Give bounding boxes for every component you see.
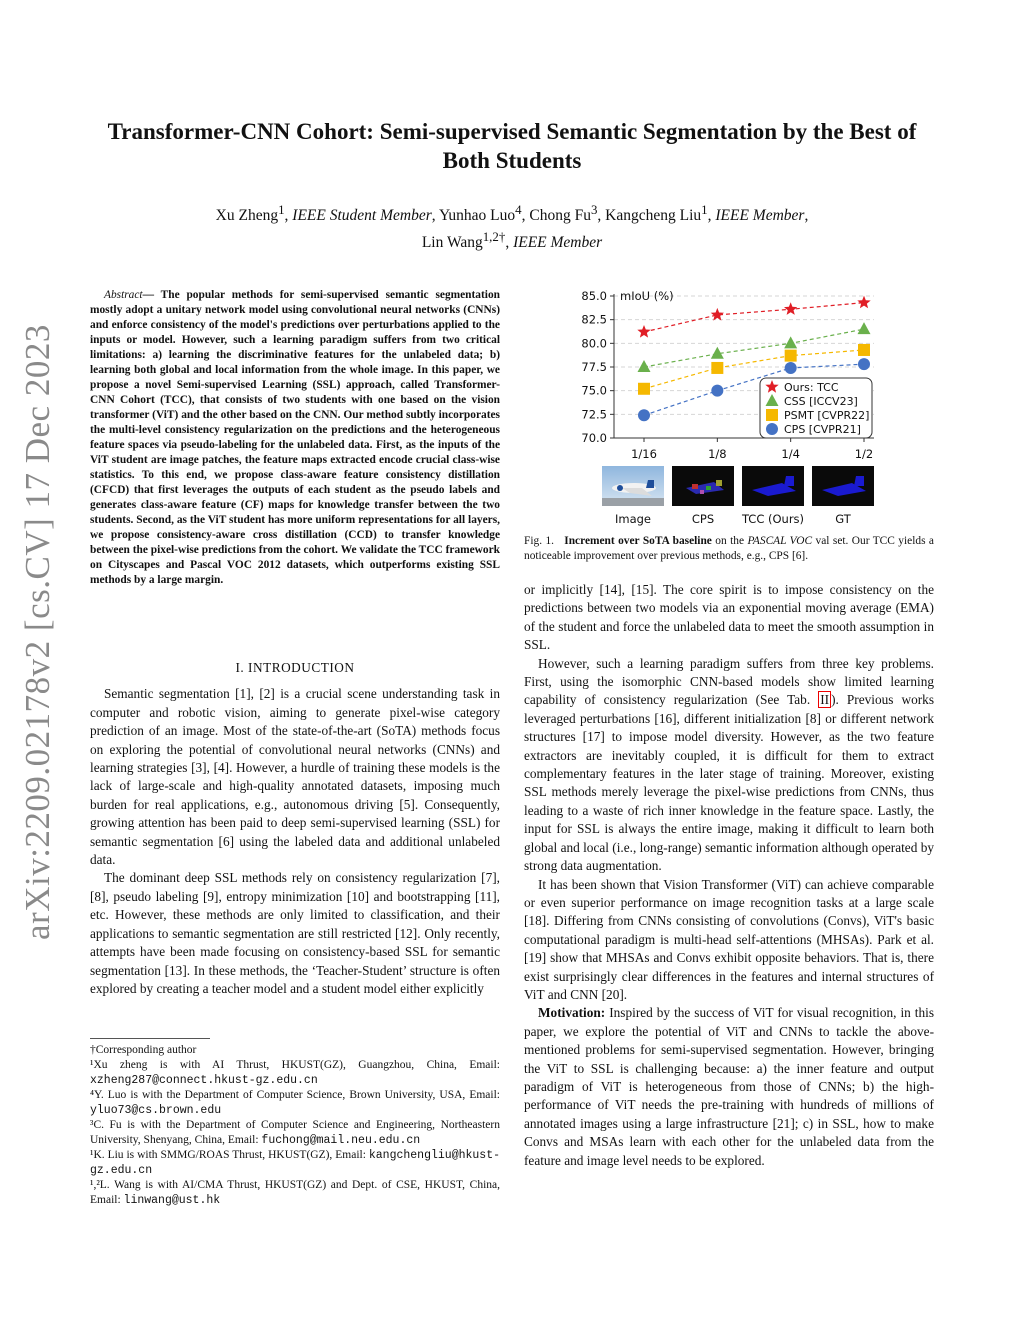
email-link[interactable]: yluo73@cs.brown.edu: [90, 1104, 222, 1117]
paragraph-continued: or implicitly [14], [15]. The core spirit is to impose consistency on the predictions between two models via an exponential moving average (EMA) of the student and force the unlabeled data to meet the smooth assumption in SSL.: [524, 582, 934, 653]
cps-seg-thumb: [672, 466, 734, 506]
author-name: Lin Wang: [421, 234, 483, 252]
data-point: [785, 362, 797, 374]
paragraph-motivation: Motivation: Inspired by the success of ViT for visual recognition, in this paper, we explore the potential of ViT and CNNs to tackle the above-mentioned problems for semi-supervised segmentation. However, bringing the ViT to SSL is challenging because: a) the inner feature and output paradigm of ViT is heterogeneous from those of CNNs; b) the high-performance of ViT needs the pre-training with hundreds of millions of annotated images using a large infrastructure [21]; c) in SSL, how to make Convs and MSAs learn with each other for the unlabeled data from the feature and image level needs to be explored.: [524, 1005, 935, 1168]
footnote: ¹Xu zheng is with AI Thrust, HKUST(GZ), Guangzhou, China, Email: xzheng287@connect.hkust-gz.edu.cn: [90, 1059, 500, 1087]
email-link[interactable]: kangchengliu@hkust-gz.edu.cn: [90, 1149, 500, 1177]
author-name: Kangcheng Liu: [605, 207, 702, 225]
footnote: ¹K. Liu is with SMMG/ROAS Thrust, HKUST(GZ), Email: kangchengliu@hkust-gz.edu.cn: [90, 1149, 500, 1177]
data-point: [858, 358, 870, 370]
footnote: ³C. Fu is with the Department of Computer Science and Engineering, Northeastern University, Shenyang, China, Email: fuchong@mail.neu.edu.cn: [90, 1119, 500, 1147]
right-column-text: [524, 581, 934, 1170]
title-line-1: Transformer-CNN Cohort: Semi-supervised Semantic Segmentation by the Best of: [107, 119, 917, 144]
data-point: [858, 344, 870, 356]
y-axis-label: mIoU (%): [620, 289, 674, 303]
y-tick-label: 80.0: [581, 336, 607, 351]
y-tick-label: 77.5: [581, 360, 607, 374]
legend-label: CSS [ICCV23]: [784, 395, 858, 408]
miou-chart: [524, 282, 934, 462]
figure-caption: Fig. 1. Increment over SoTA baseline on the PASCAL VOC val set. Our TCC yields a noticeable improvement over previous methods, e.g., CPS [6].: [524, 535, 934, 562]
data-point: [711, 362, 723, 374]
y-tick-label: 82.5: [581, 312, 607, 327]
legend-label: CPS [CVPR21]: [784, 423, 861, 436]
author-affil: 1: [701, 202, 708, 217]
legend-marker: [766, 409, 778, 421]
intro-paragraph-2: The dominant deep SSL methods rely on consistency regularization [7], [8], pseudo labeling [9], entropy minimization [10] and bootstrapping [11], etc. However, these methods are only limited to classification, and their applications to semantic segmentation are still restricted [12]. Only recently, attempts have been made focusing on consistency-based SSL for semantic segmentation [13]. In these methods, the ‘Teacher-Student’ structure is often explored by creating a teacher model and a student model either explicitly: [90, 870, 500, 996]
email-link[interactable]: linwang@ust.hk: [123, 1194, 221, 1207]
author-role: IEEE Student Member: [292, 207, 432, 225]
footnote-rule: [90, 1038, 210, 1039]
series-line: [644, 303, 864, 332]
paragraph-problems: However, such a learning paradigm suffers from three key problems. First, using the isomorphic CNN-based models show limited learning capability of consistency regularization (See Tab. II ). Previous works leveraged perturbations [16], different initialization [8] or different network structures [17] to impose model diversity. However, as the two feature extractors are inevitably coupled, it is difficult for them to extract complementary features in the later stage of training. Moreover, existing SSL methods merely leverage the pixel-wise predictions from CNNs, thus leading to a waste of rich inner knowledge in the feature space. Lastly, the input for SSL is always the entire image, making it difficult to learn both global and local (i.e., long-range) semantic information although operated by strong data augmentation.: [524, 655, 934, 874]
data-point: [637, 325, 650, 338]
x-tick-label: 1/16: [631, 447, 657, 461]
intro-paragraph-1: Semantic segmentation [1], [2] is a crucial scene understanding task in computer and robotic vision, aiming to generate pixel-wise category prediction of an image. Most of the state-of-the-art (SoTA) methods focus on exploring the potential of convolutional neural networks (CNNs) and learning strategies [3], [4]. However, a hurdle of training these models is the lack of large-scale and high-quality annotated datasets, imposing much burden for real applications, e.g., autonomous driving [5]. Consequently, growing attention has been paid to deep semi-supervised learning (SSL) for semantic segmentation [6] using the labeled data and additional unlabeled data.: [90, 686, 500, 868]
input-image-thumb: [602, 466, 664, 506]
data-point: [857, 296, 870, 309]
paper-title: [80, 117, 944, 175]
author-affil: 1: [278, 202, 285, 217]
email-link[interactable]: xzheng287@connect.hkust-gz.edu.cn: [90, 1074, 318, 1087]
x-tick-label: 1/8: [708, 447, 727, 461]
data-point: [711, 308, 724, 321]
author-affil: 4: [515, 202, 522, 217]
email-link[interactable]: fuchong@mail.neu.edu.cn: [261, 1134, 421, 1147]
section-heading: I. INTRODUCTION: [235, 660, 355, 675]
qualitative-thumbnails: [602, 466, 902, 526]
authors-line-2: Lin Wang$^{1,2\dagger}$, IEEE Member: [421, 229, 603, 252]
footnote: ¹,²L. Wang is with AI/CMA Thrust, HKUST(GZ) and Dept. of CSE, HKUST, China, Email: linwang@ust.hk: [90, 1179, 500, 1207]
tcc-seg-thumb: [742, 466, 804, 506]
author-role: IEEE Member: [513, 234, 603, 252]
author-name: Yunhao Luo: [438, 207, 516, 225]
footnotes: [90, 1038, 500, 1208]
author-name: Chong Fu: [529, 207, 591, 225]
paragraph-vit: It has been shown that Vision Transformer (ViT) can achieve comparable or even superior performance on image recognition tasks at a large scale [18]. Differing from CNNs consisting of convolutions (Convs), ViT's basic computational paradigm is multi-head self-attentions (MHSAs). Park et al. [19] show that MHSAs and Convs exhibit opposite behaviors. That is, there exist surprisingly clear differences in the features and internal structures of ViT and CNN [20].: [524, 876, 934, 1002]
table-ref-link[interactable]: II: [820, 692, 830, 708]
authors-line-1: Xu Zheng$^1$, IEEE Student Member, Yunhao Luo$^4$, Chong Fu$^3$, Kangcheng Liu$^1$, IEEE Member,: [215, 202, 809, 225]
thumb-label-tcc: TCC (Ours): [741, 512, 805, 526]
thumb-label-cps: CPS: [691, 512, 715, 526]
data-point: [638, 383, 650, 395]
x-tick-label: 1/4: [781, 447, 800, 461]
data-point: [711, 385, 723, 397]
data-point: [638, 409, 650, 421]
author-name: Xu Zheng: [215, 207, 279, 225]
y-tick-label: 75.0: [581, 383, 607, 398]
data-point: [785, 350, 797, 362]
title-line-2: Both Students: [442, 148, 582, 173]
x-tick-label: 1/2: [854, 447, 874, 461]
y-tick-label: 85.0: [581, 289, 607, 303]
author-affil: 3: [590, 202, 598, 217]
data-point: [638, 360, 651, 372]
data-point: [784, 336, 797, 348]
footnote: ⁴Y. Luo is with the Department of Computer Science, Brown University, USA, Email: yluo73@cs.brown.edu: [90, 1089, 500, 1117]
arxiv-identifier: arXiv:2209.02178v2 [cs.CV] 17 Dec 2023: [18, 324, 57, 940]
thumb-label-gt: GT: [835, 512, 851, 526]
thumb-label-image: Image: [614, 512, 652, 526]
abstract-text: — The popular methods for semi-supervised semantic segmentation mostly adopt a unitary network model using convolutional neural networks (CNNs) and enforce consistency of the model's predictions over perturbations applied to the inputs or model. However, such a learning paradigm suffers from two critical limitations: a) learning the discriminative features for the unlabeled data; b) learning both global and local information from the whole image. In this paper, we propose a novel Semi-supervised Learning (SSL) approach, called Transformer-CNN Cohort (TCC), that consists of two students with one based on the vision transformer (ViT) and the other based on the CNN. Our method subtly incorporates the multi-level consistency regularization on the predictions and the heterogeneous feature spaces via pseudo-labeling for the unlabeled data. First, as the inputs of the ViT student are image patches, the feature maps extracted encode crucial class-wise statistics. To this end, we propose class-aware feature consistency distillation (CFCD) that first leverages the outputs of each student as the pseudo labels and generates class-aware feature (CF) maps for knowledge transfer between the two students. Second, as the ViT student has more uniform representations for all layers, we propose consistency-aware cross distillation (CCD) to transfer knowledge between the pixel-wise predictions from the cohort. We validate the TCC framework on Cityscapes and Pascal VOC 2012 datasets, which outperforms existing SSL methods by a large margin.: [90, 289, 500, 586]
legend-label: PSMT [CVPR22]: [784, 409, 870, 422]
legend-marker: [766, 423, 778, 435]
figure-1: [524, 282, 934, 532]
author-role: IEEE Member: [715, 207, 805, 225]
legend-label: Ours: TCC: [784, 381, 839, 394]
author-list: [90, 199, 934, 253]
abstract-label: Abstract: [104, 289, 143, 301]
y-tick-label: 70.0: [581, 431, 607, 445]
introduction-section: [90, 645, 500, 998]
footnote-corresponding: †Corresponding author: [90, 1044, 197, 1056]
data-point: [858, 322, 871, 334]
data-point: [784, 302, 797, 315]
author-affil: 1,2†: [482, 229, 506, 245]
y-tick-label: 72.5: [581, 407, 607, 422]
gt-seg-thumb: [812, 466, 874, 506]
abstract: [90, 288, 500, 588]
